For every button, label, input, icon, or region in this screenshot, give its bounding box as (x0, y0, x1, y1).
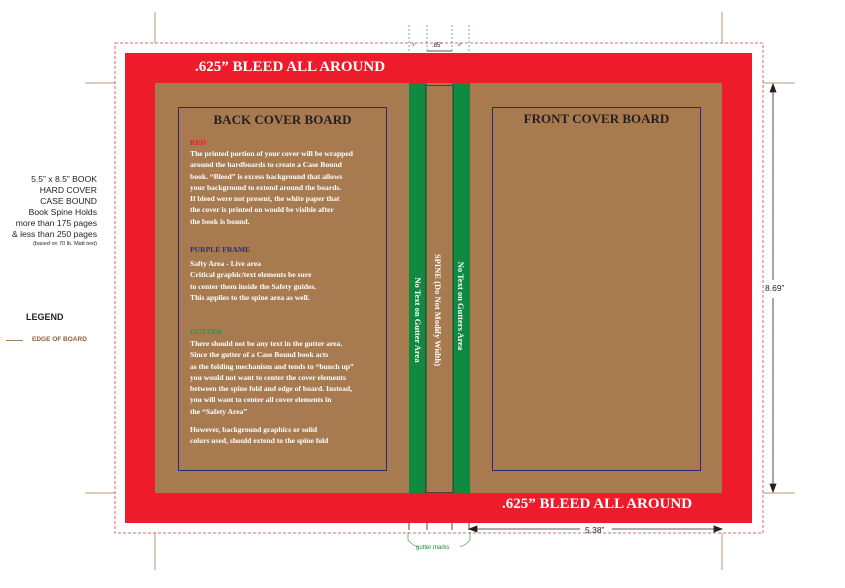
note-line: Since the gutter of a Case Bound book acts (190, 350, 329, 360)
note-line: you will want to center all cover elements in (190, 395, 332, 405)
width-dimension: 5.38” (585, 525, 605, 535)
legend-title: LEGEND (26, 312, 64, 322)
note-line: This applies to the spine area as well. (190, 292, 310, 302)
spec-line: 5.5” x 8.5” BOOK (31, 174, 97, 184)
gutter-marks-label: gutter marks (416, 545, 450, 551)
note-line: to center them inside the Safety guides. (190, 281, 317, 291)
purple-frame-description (190, 258, 316, 303)
note-line: the cover is printed on would be visible after (190, 205, 334, 215)
book-spec-info (5, 174, 97, 250)
note-line: book. “Bleed” is excess background that allows (190, 171, 343, 181)
note-line: between the spine fold and edge of board. Instead, (190, 384, 353, 394)
gutter-left-label: No Text on Gutter Area (413, 277, 423, 363)
back-cover-title: BACK COVER BOARD (213, 112, 352, 127)
purple-frame-heading: PURPLE FRAME (190, 245, 251, 254)
gutter-right-label: No Text on Gutters Area (456, 261, 466, 351)
spec-line: & less than 250 pages (11, 228, 97, 239)
note-line: Safty Area - Live area (190, 259, 262, 268)
note-line: There should not be any text in the gutter area. (190, 339, 343, 348)
note-line: However, background graphics or solid (190, 425, 318, 434)
spine-width: .85” (432, 43, 443, 49)
front-safety-frame (492, 107, 701, 471)
note-line: the “Safety Area” (190, 406, 248, 416)
height-dimension: 8.69” (765, 283, 785, 293)
note-line: as the folding mechanism and tends to “bunch up” (190, 361, 354, 371)
gutter-heading: GUTTER (190, 327, 223, 336)
red-description (190, 148, 353, 227)
gutter-left-width: .3” (411, 42, 416, 47)
bleed-label-bottom: .625” BLEED ALL AROUND (502, 496, 693, 512)
spine-label: SPINE (Do Not Modify Width) (433, 253, 443, 367)
note-line: your background to extend around the boards. (190, 182, 342, 192)
note-line: The printed portion of your cover will be wrapped (190, 149, 353, 158)
bleed-label-top: .625” BLEED ALL AROUND (195, 59, 386, 75)
spec-line: CASE BOUND (40, 195, 97, 206)
note-line: the book is bound. (190, 216, 250, 226)
background-extend-note (190, 424, 328, 447)
note-line: If bleed were not present, the white paper that (190, 194, 340, 204)
spec-line: HARD COVER (39, 184, 97, 195)
red-heading: RED (190, 138, 207, 147)
note-line: colors used, should extend to the spine fold (190, 436, 329, 446)
legend-edge-swatch (6, 340, 23, 341)
gutter-description (190, 338, 354, 417)
note-line: Critical graphic/text elements be sure (190, 270, 312, 280)
note-line: you would not want to center the cover elements (190, 372, 346, 382)
gutter-right-width: .3” (457, 42, 462, 47)
paper-note: (based on 70 lb. Matt text) (33, 241, 97, 248)
spec-line: Book Spine Holds (28, 206, 97, 217)
legend-edge-of-board: EDGE OF BOARD (32, 336, 87, 343)
front-cover-title: FRONT COVER BOARD (523, 111, 670, 126)
spec-line: more than 175 pages (15, 217, 97, 228)
note-line: around the hardboards to create a Case Bound (190, 160, 342, 170)
